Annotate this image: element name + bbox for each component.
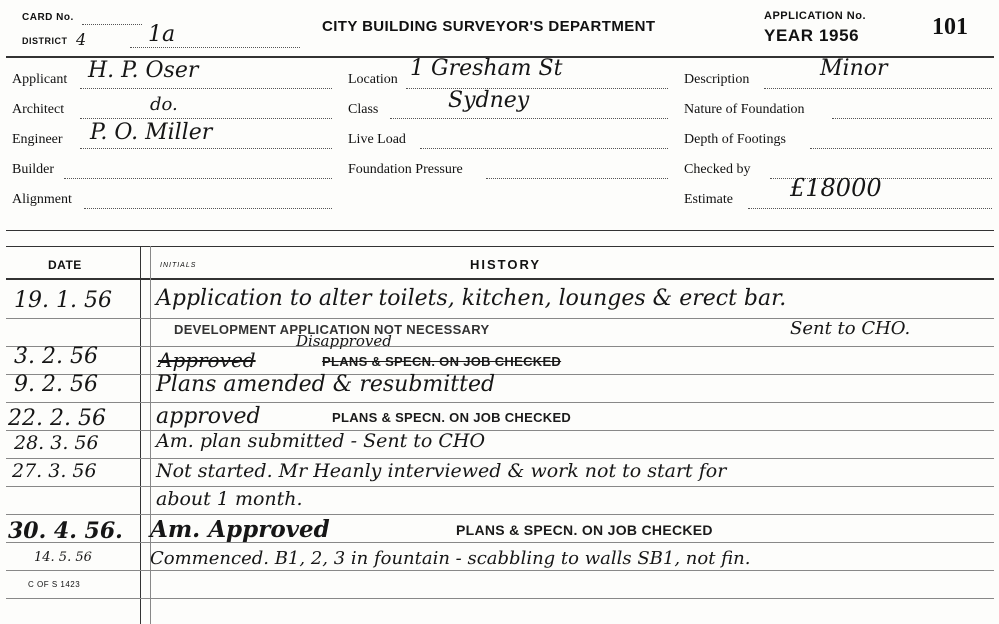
description-value: Minor bbox=[820, 56, 888, 81]
class-value: Sydney bbox=[448, 88, 530, 113]
row-rule bbox=[6, 430, 994, 431]
history-entry: Sent to CHO. bbox=[790, 318, 911, 339]
alignment-line bbox=[84, 208, 332, 209]
row-rule bbox=[6, 346, 994, 347]
history-entry: Application to alter toilets, kitchen, lounges & erect bar. bbox=[156, 286, 787, 311]
live-load-label: Live Load bbox=[348, 132, 406, 147]
history-date: 22. 2. 56 bbox=[8, 406, 106, 431]
history-entry: Commenced. B1, 2, 3 in fountain - scabbling to walls SB1, not fin. bbox=[150, 548, 751, 569]
stamp-plans-checked: PLANS & SPECN. ON JOB CHECKED bbox=[322, 354, 562, 369]
district-line bbox=[130, 47, 300, 48]
row-rule bbox=[6, 570, 994, 571]
location-line bbox=[406, 88, 668, 89]
history-date: 3. 2. 56 bbox=[14, 344, 98, 369]
department-title: CITY BUILDING SURVEYOR'S DEPARTMENT bbox=[322, 18, 656, 35]
applicant-label: Applicant bbox=[12, 72, 68, 87]
date-column-divider bbox=[140, 246, 141, 624]
depth-of-footings-label: Depth of Footings bbox=[684, 132, 786, 147]
row-rule bbox=[6, 374, 994, 375]
row-rule bbox=[6, 598, 994, 599]
history-top-rule bbox=[6, 230, 994, 231]
history-entry: approved bbox=[156, 404, 261, 429]
description-label: Description bbox=[684, 72, 750, 87]
architect-label: Architect bbox=[12, 102, 65, 117]
history-entry-struck: Approved bbox=[158, 348, 256, 372]
history-entry: Not started. Mr Heanly interviewed & work not to start for bbox=[156, 460, 727, 482]
history-date: 19. 1. 56 bbox=[14, 288, 112, 313]
checked-by-label: Checked by bbox=[684, 162, 751, 177]
history-date: 30. 4. 56. bbox=[8, 518, 123, 544]
location-value: 1 Gresham St bbox=[410, 56, 563, 81]
history-header-rule bbox=[6, 278, 994, 280]
applicant-value: H. P. Oser bbox=[88, 58, 199, 83]
architect-line bbox=[80, 118, 332, 119]
alignment-label: Alignment bbox=[12, 192, 72, 207]
history-entry: about 1 month. bbox=[156, 488, 303, 510]
row-rule bbox=[6, 514, 994, 515]
card-no-value: 1a bbox=[148, 22, 176, 47]
history-entry-overwrite: Disapproved bbox=[296, 332, 392, 350]
depth-of-footings-line bbox=[810, 148, 992, 149]
estimate-line bbox=[748, 208, 992, 209]
history-top-rule-2 bbox=[6, 246, 994, 247]
architect-value: do. bbox=[150, 94, 178, 115]
history-entry: Am. plan submitted - Sent to CHO bbox=[156, 430, 486, 452]
year-label: YEAR 1956 bbox=[764, 26, 860, 45]
applicant-line bbox=[80, 88, 332, 89]
card-no-line bbox=[82, 24, 142, 25]
foundation-pressure-line bbox=[486, 178, 668, 179]
card-no-label: CARD No. bbox=[22, 12, 74, 23]
builder-label: Builder bbox=[12, 162, 54, 177]
engineer-label: Engineer bbox=[12, 132, 63, 147]
history-entry: Am. Approved bbox=[150, 516, 330, 543]
district-value: 4 bbox=[76, 30, 87, 49]
district-label: DISTRICT bbox=[22, 36, 68, 46]
row-rule bbox=[6, 458, 994, 459]
form-code: C OF S 1423 bbox=[28, 580, 81, 589]
nature-of-foundation-line bbox=[832, 118, 992, 119]
estimate-value: £18000 bbox=[790, 174, 882, 202]
class-label: Class bbox=[348, 102, 379, 117]
history-date: 9. 2. 56 bbox=[14, 372, 98, 397]
builder-line bbox=[64, 178, 332, 179]
initials-header: INITIALS bbox=[160, 262, 197, 269]
row-rule bbox=[6, 402, 994, 403]
description-line bbox=[764, 88, 992, 89]
live-load-line bbox=[420, 148, 668, 149]
history-date: 28. 3. 56 bbox=[14, 432, 99, 454]
history-header: HISTORY bbox=[470, 257, 542, 272]
nature-of-foundation-label: Nature of Foundation bbox=[684, 102, 805, 117]
date-header: DATE bbox=[48, 258, 82, 272]
history-date: 27. 3. 56 bbox=[12, 460, 97, 482]
engineer-line bbox=[80, 148, 332, 149]
history-entry: Plans amended & resubmitted bbox=[156, 372, 496, 397]
foundation-pressure-label: Foundation Pressure bbox=[348, 162, 463, 177]
stamp-plans-checked: PLANS & SPECN. ON JOB CHECKED bbox=[332, 410, 572, 425]
estimate-label: Estimate bbox=[684, 192, 733, 207]
application-no-value: 101 bbox=[932, 14, 968, 40]
row-rule bbox=[6, 486, 994, 487]
class-line bbox=[390, 118, 668, 119]
stamp-development-application: DEVELOPMENT APPLICATION NOT NECESSARY bbox=[174, 322, 490, 337]
history-date: 14. 5. 56 bbox=[34, 550, 92, 565]
stamp-plans-checked: PLANS & SPECN. ON JOB CHECKED bbox=[456, 522, 713, 538]
engineer-value: P. O. Miller bbox=[90, 120, 213, 145]
location-label: Location bbox=[348, 72, 398, 87]
application-no-label: APPLICATION No. bbox=[764, 10, 867, 22]
